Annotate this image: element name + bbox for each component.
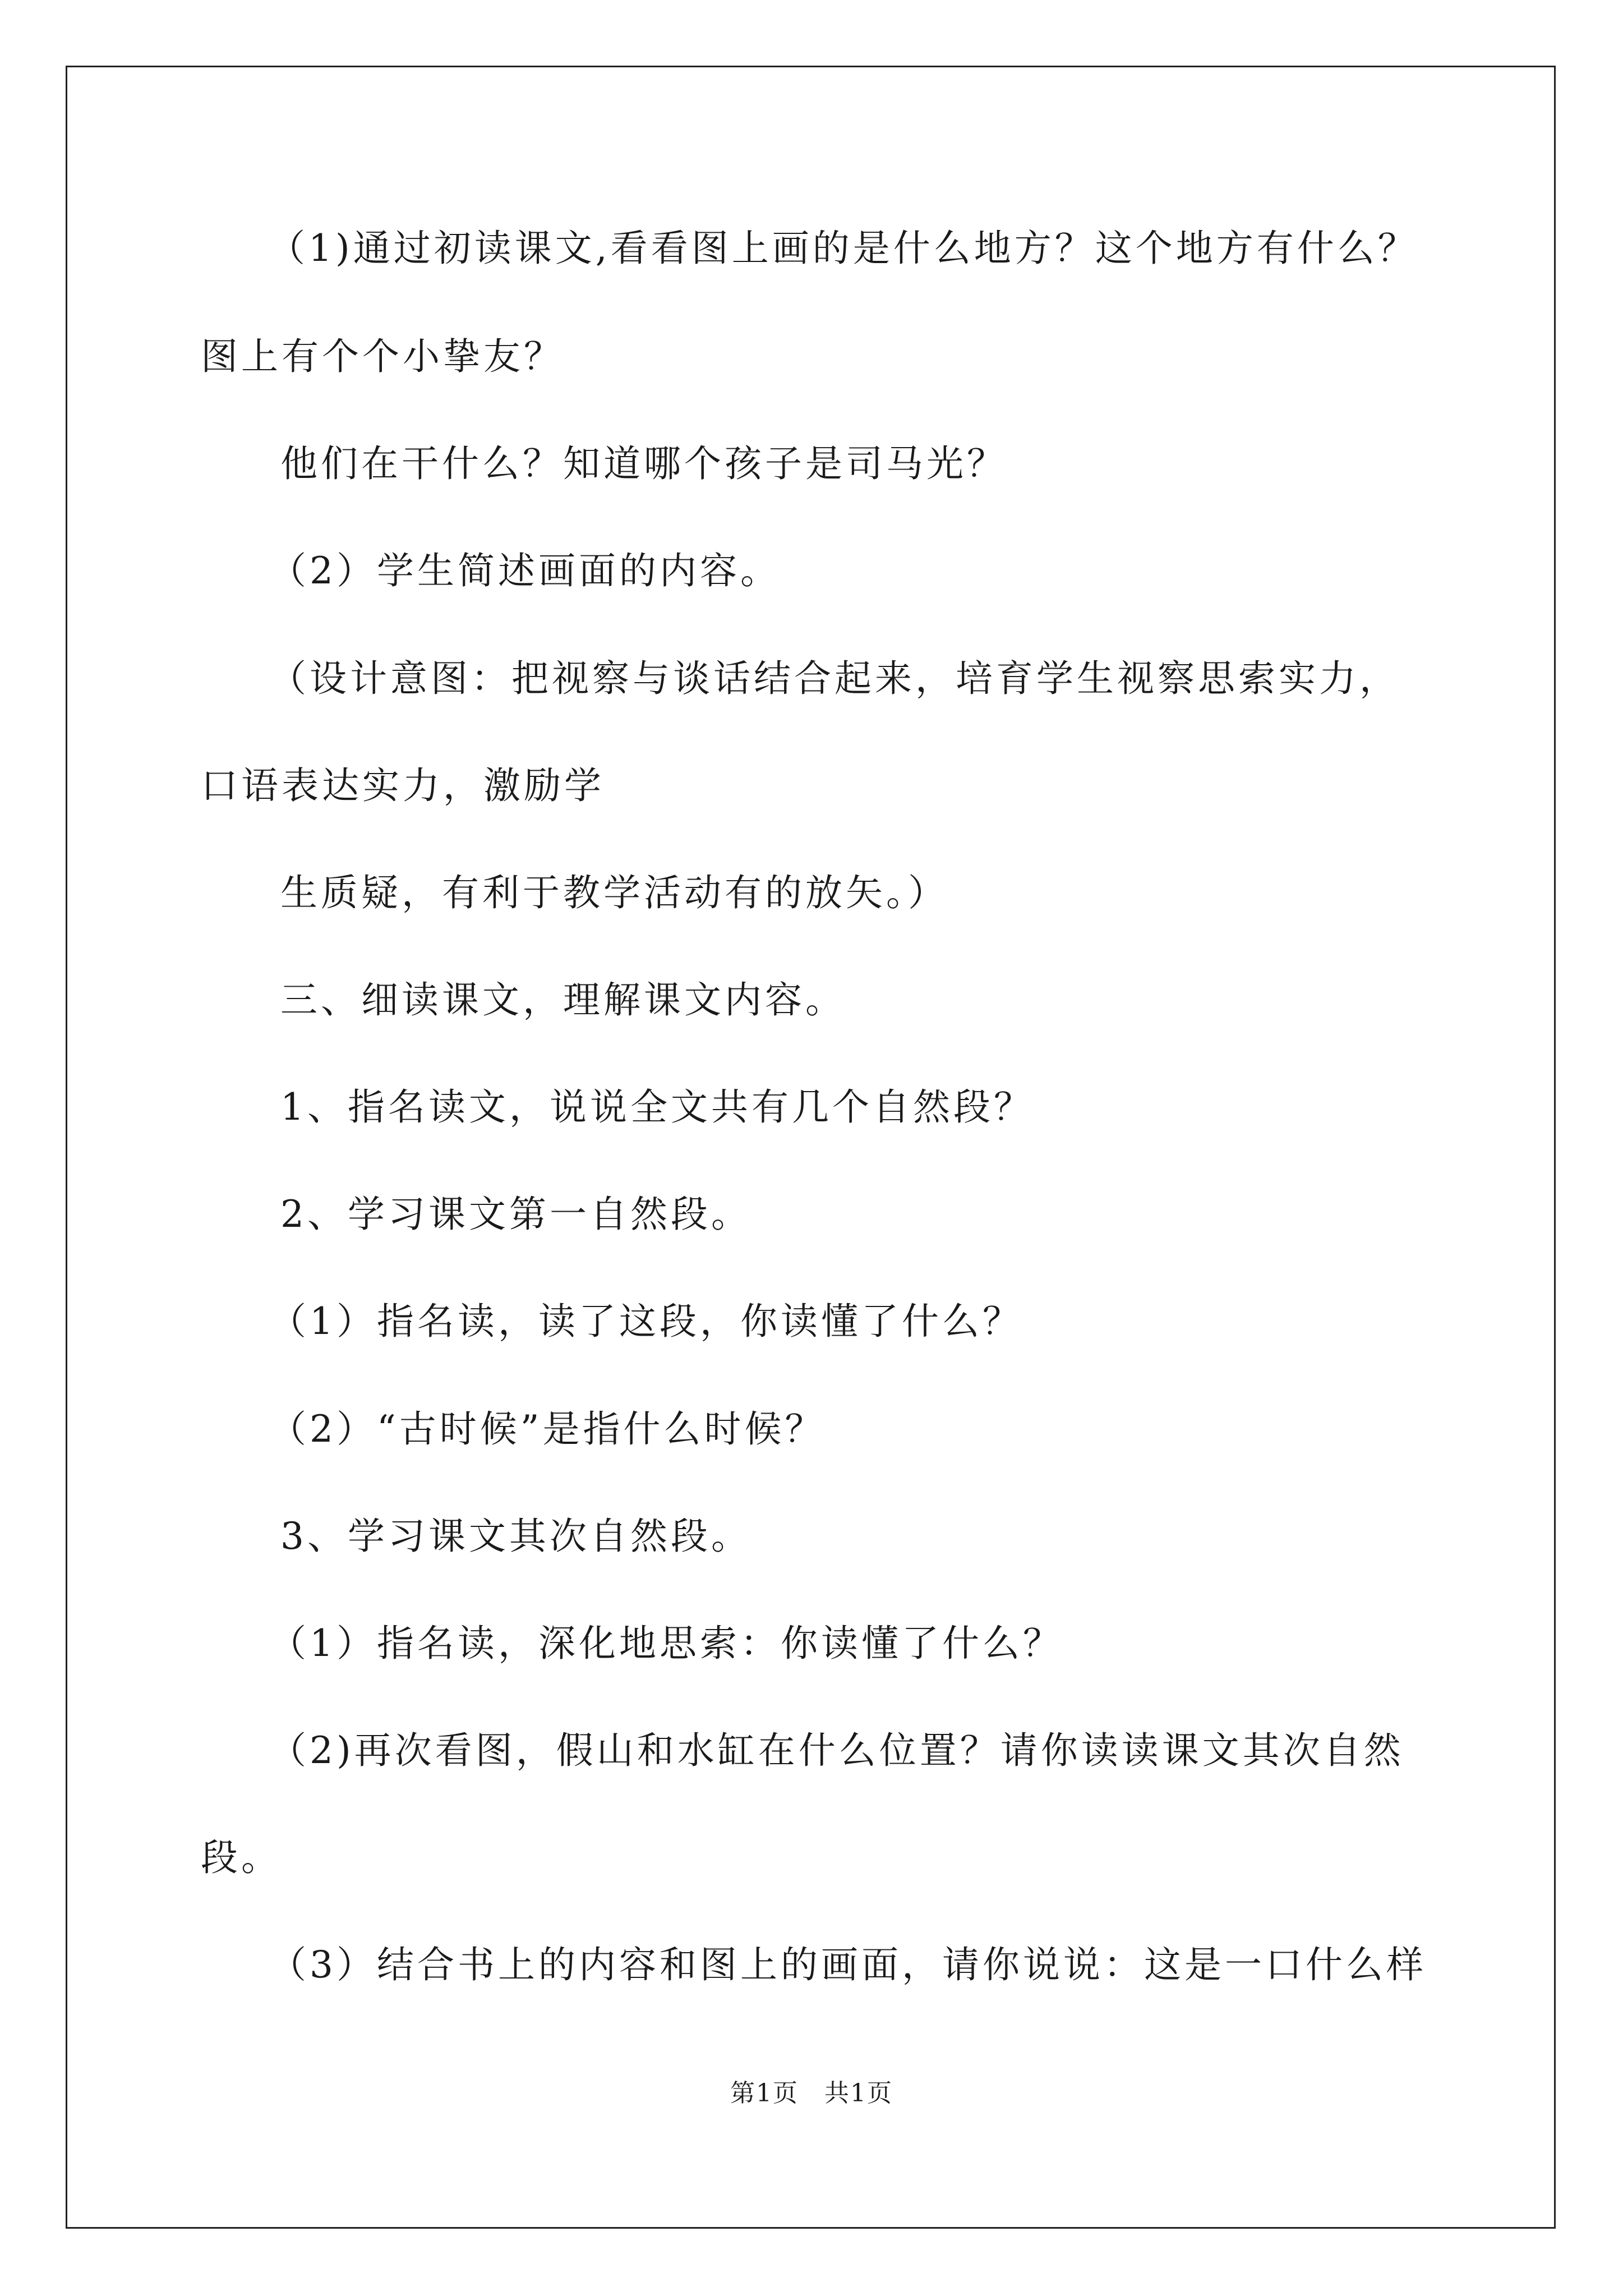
text-line-4: （2）学生简述画面的内容。 bbox=[269, 549, 781, 592]
text-line-2: 图上有个个小挚友？ bbox=[201, 335, 564, 378]
text-line-1: （1)通过初读课文,看看图上画的是什么地方？这个地方有什么？ bbox=[268, 227, 1418, 270]
text-line-6: 口语表达实力，激励学 bbox=[201, 764, 605, 807]
text-line-12: （2）“古时候”是指什么时候？ bbox=[269, 1407, 826, 1451]
text-line-17: （3）结合书上的内容和图上的画面，请你说说：这是一口什么样 bbox=[269, 1943, 1427, 1986]
text-line-8: 三、细读课文，理解课文内容。 bbox=[280, 978, 846, 1022]
page-border bbox=[66, 66, 1556, 2229]
text-line-10: 2、学习课文第一自然段。 bbox=[280, 1193, 751, 1236]
text-line-14: （1）指名读，深化地思索：你读懂了什么？ bbox=[269, 1622, 1063, 1665]
text-line-5: （设计意图：把视察与谈话结合起来，培育学生视察思索实力， bbox=[269, 657, 1400, 700]
text-line-3: 他们在干什么？知道哪个孩子是司马光？ bbox=[280, 442, 1007, 485]
text-line-16: 段。 bbox=[201, 1836, 282, 1879]
page-footer: 第1页 共1页 bbox=[730, 2079, 893, 2108]
text-line-11: （1）指名读，读了这段，你读懂了什么？ bbox=[269, 1300, 1023, 1343]
text-line-7: 生质疑，有利于教学活动有的放矢。） bbox=[280, 871, 948, 914]
text-line-13: 3、学习课文其次自然段。 bbox=[280, 1515, 751, 1558]
text-line-9: 1、指名读文，说说全文共有几个自然段？ bbox=[280, 1085, 1034, 1129]
text-line-15: （2)再次看图，假山和水缸在什么位置？请你读读课文其次自然 bbox=[269, 1729, 1404, 1772]
